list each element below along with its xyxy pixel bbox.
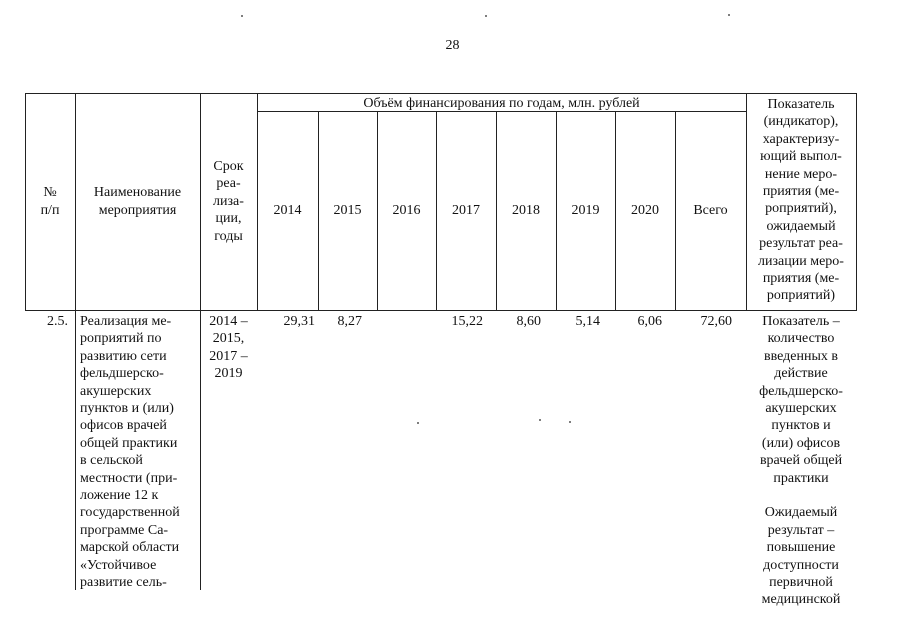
header-year-2019: 2019 [571,202,600,218]
header-term: Срок реа- лиза- ции, годы [213,158,244,244]
row-value-2017: 15,22 [451,314,483,329]
row-value-2019: 5,14 [575,314,600,329]
header-indicator: Показатель (индикатор), характеризу- ющий выпол- нение меро- приятия (ме- роприятий), ожидаемый результат реа- лизации меро- приятия (ме- роприятий) [758,97,844,304]
header-num: № п/п [40,185,60,218]
header-year-2018: 2018 [512,202,540,218]
header-year-2020: 2020 [631,202,659,218]
header-total: Всего [693,202,728,218]
header-year-2016: 2016 [392,202,421,218]
scan-speck [241,15,243,17]
row-value-2015: 8,27 [337,314,362,329]
scan-speck [569,421,571,423]
header-name: Наименование мероприятия [93,185,182,218]
header-year-2014: 2014 [273,202,302,218]
scan-speck [728,14,730,16]
scan-speck [539,419,541,421]
scan-speck [417,422,419,424]
row-value-2014: 29,31 [283,314,315,329]
row-name: Реализация ме- роприятий по развитию сети фельдшерско- акушерских пунктов и (или) офисов врачей общей практики в сельской местности (при- ложение 12 к государственной программе Са- марской области «Устойчивое развитие сель- [80,314,180,591]
row-value-2018: 8,60 [516,314,541,329]
header-year-2017: 2017 [452,202,480,218]
row-value-total: 72,60 [700,314,732,329]
row-indicator: Показатель – количество введенных в действие фельдшерско- акушерских пунктов и (или) офисов врачей общей практики Ожидаемый результат – повышение доступности первичной медицинской [759,314,843,608]
scan-speck [485,15,487,17]
row-value-2020: 6,06 [637,314,662,329]
page-number: 28 [445,38,460,53]
row-term: 2014 – 2015, 2017 – 2019 [209,314,248,382]
row-num: 2.5. [47,314,68,329]
header-year-2015: 2015 [333,202,362,218]
header-financing-group: Объём финансирования по годам, млн. рублей [363,96,640,111]
